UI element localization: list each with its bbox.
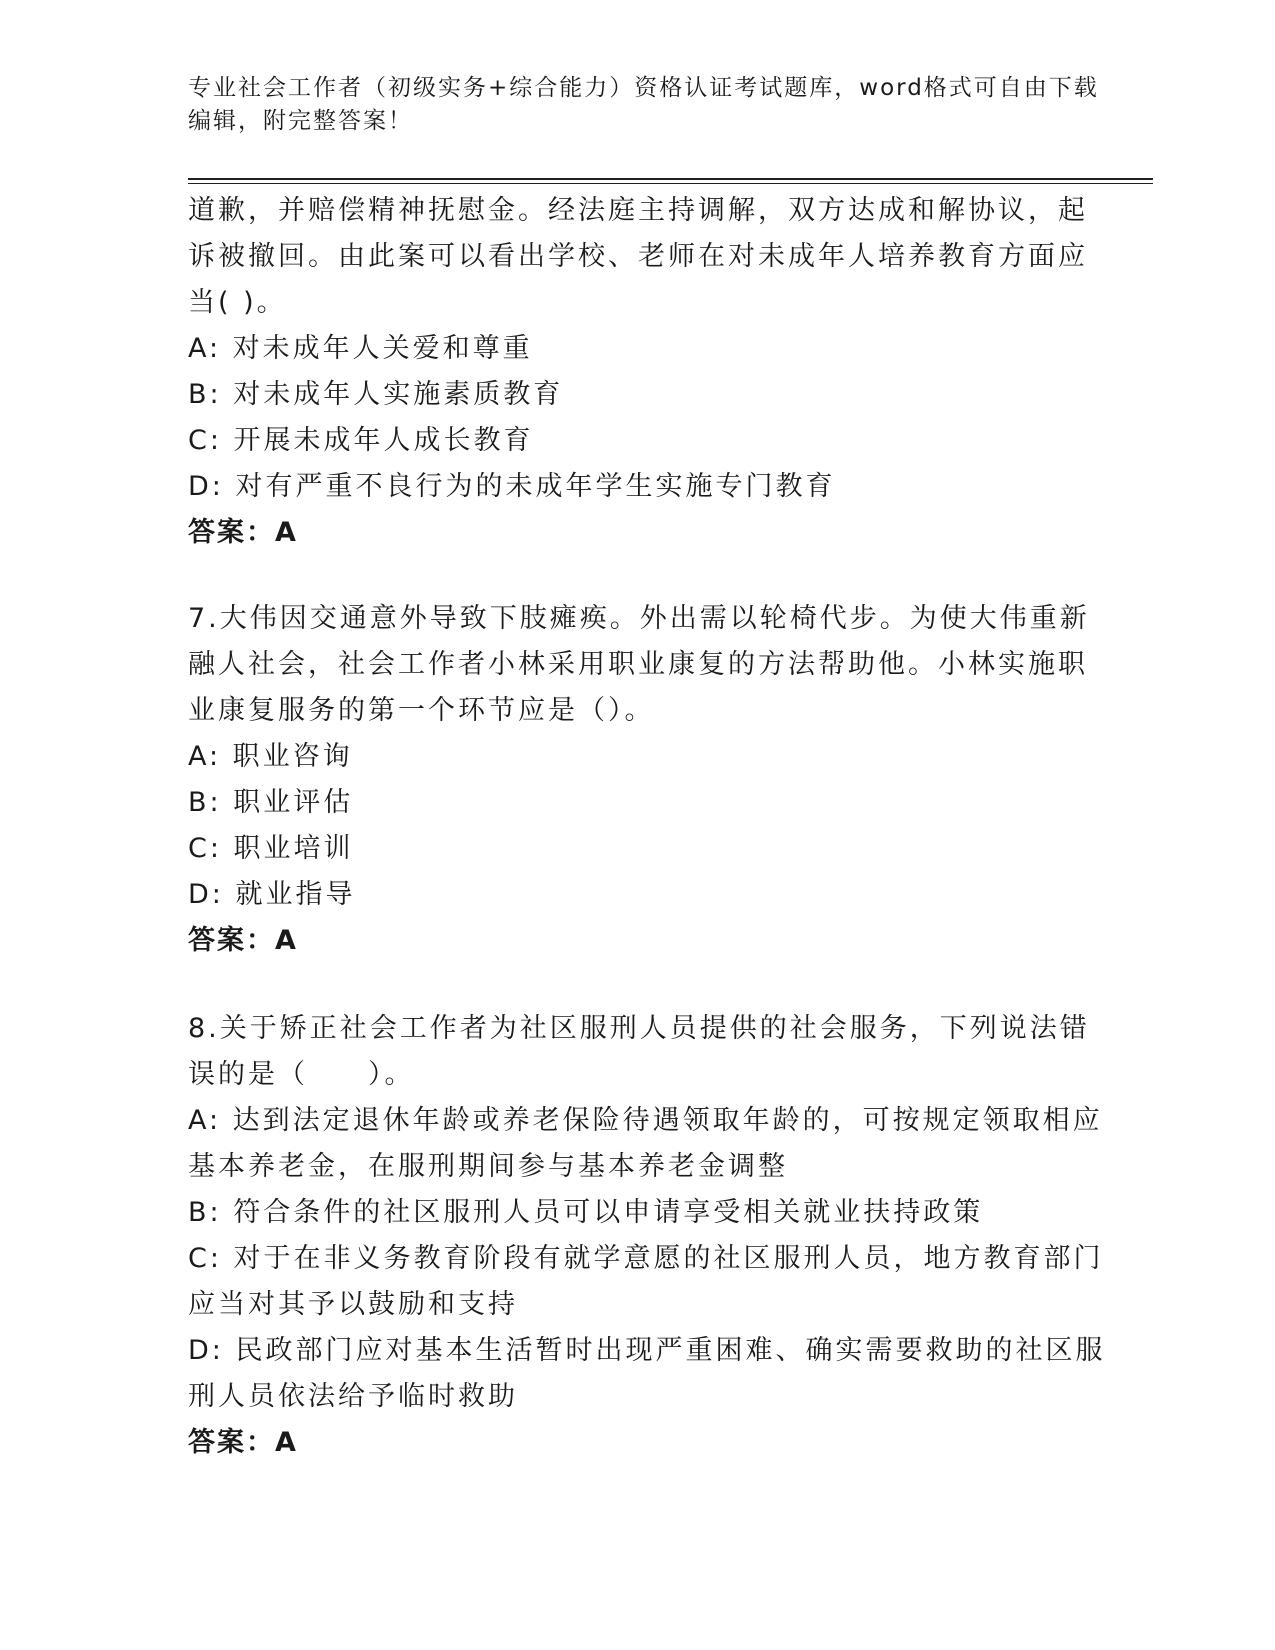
question-8 xyxy=(188,1006,1106,1466)
document-header xyxy=(188,72,1099,138)
answer-line: 答案：A xyxy=(188,517,298,548)
question-text-line: 道歉，并赔偿精神抚慰金。经法庭主持调解，双方达成和解协议，起 xyxy=(188,195,1088,226)
header-rule-thick xyxy=(188,178,1153,180)
spacer xyxy=(188,964,1088,1006)
option-c: C: 职业培训 xyxy=(188,833,354,864)
header-line-1: 专业社会工作者（初级实务+综合能力）资格认证考试题库，word格式可自由下载 xyxy=(188,75,1099,101)
question-text-line: 诉被撤回。由此案可以看出学校、老师在对未成年人培养教育方面应 xyxy=(188,241,1088,272)
question-6 xyxy=(188,188,1088,556)
question-text-line: 业康复服务的第一个环节应是（）。 xyxy=(188,695,655,726)
option-b: B: 职业评估 xyxy=(188,787,354,818)
option-d: D: 民政部门应对基本生活暂时出现严重困难、确实需要救助的社区服 xyxy=(188,1335,1106,1366)
spacer xyxy=(188,556,1088,596)
question-text-line: 融人社会，社会工作者小林采用职业康复的方法帮助他。小林实施职 xyxy=(188,649,1088,680)
question-text-line: 当( )。 xyxy=(188,287,287,318)
question-text-line: 7.大伟因交通意外导致下肢瘫痪。外出需以轮椅代步。为使大伟重新 xyxy=(188,603,1090,634)
option-b: B: 对未成年人实施素质教育 xyxy=(188,379,564,410)
option-c: C: 开展未成年人成长教育 xyxy=(188,425,534,456)
answer-line: 答案：A xyxy=(188,1427,298,1458)
question-7 xyxy=(188,596,1088,964)
option-a: A: 职业咨询 xyxy=(188,741,353,772)
document-body xyxy=(188,188,1106,1466)
option-a: A: 对未成年人关爱和尊重 xyxy=(188,333,533,364)
option-a: A: 达到法定退休年龄或养老保险待遇领取年龄的，可按规定领取相应 xyxy=(188,1105,1103,1136)
question-text-line: 8.关于矫正社会工作者为社区服刑人员提供的社会服务，下列说法错 xyxy=(188,1013,1090,1044)
option-d: D: 就业指导 xyxy=(188,879,356,910)
option-a-continued: 基本养老金，在服刑期间参与基本养老金调整 xyxy=(188,1151,788,1182)
option-c-continued: 应当对其予以鼓励和支持 xyxy=(188,1289,518,1320)
header-line-2: 编辑，附完整答案！ xyxy=(188,108,413,134)
option-d-continued: 刑人员依法给予临时救助 xyxy=(188,1381,518,1412)
answer-line: 答案：A xyxy=(188,925,298,956)
option-c: C: 对于在非义务教育阶段有就学意愿的社区服刑人员，地方教育部门 xyxy=(188,1243,1104,1274)
question-text-line: 误的是（ ）。 xyxy=(188,1059,415,1090)
option-b: B: 符合条件的社区服刑人员可以申请享受相关就业扶持政策 xyxy=(188,1197,984,1228)
header-rule-thin xyxy=(188,183,1153,184)
option-d: D: 对有严重不良行为的未成年学生实施专门教育 xyxy=(188,471,836,502)
